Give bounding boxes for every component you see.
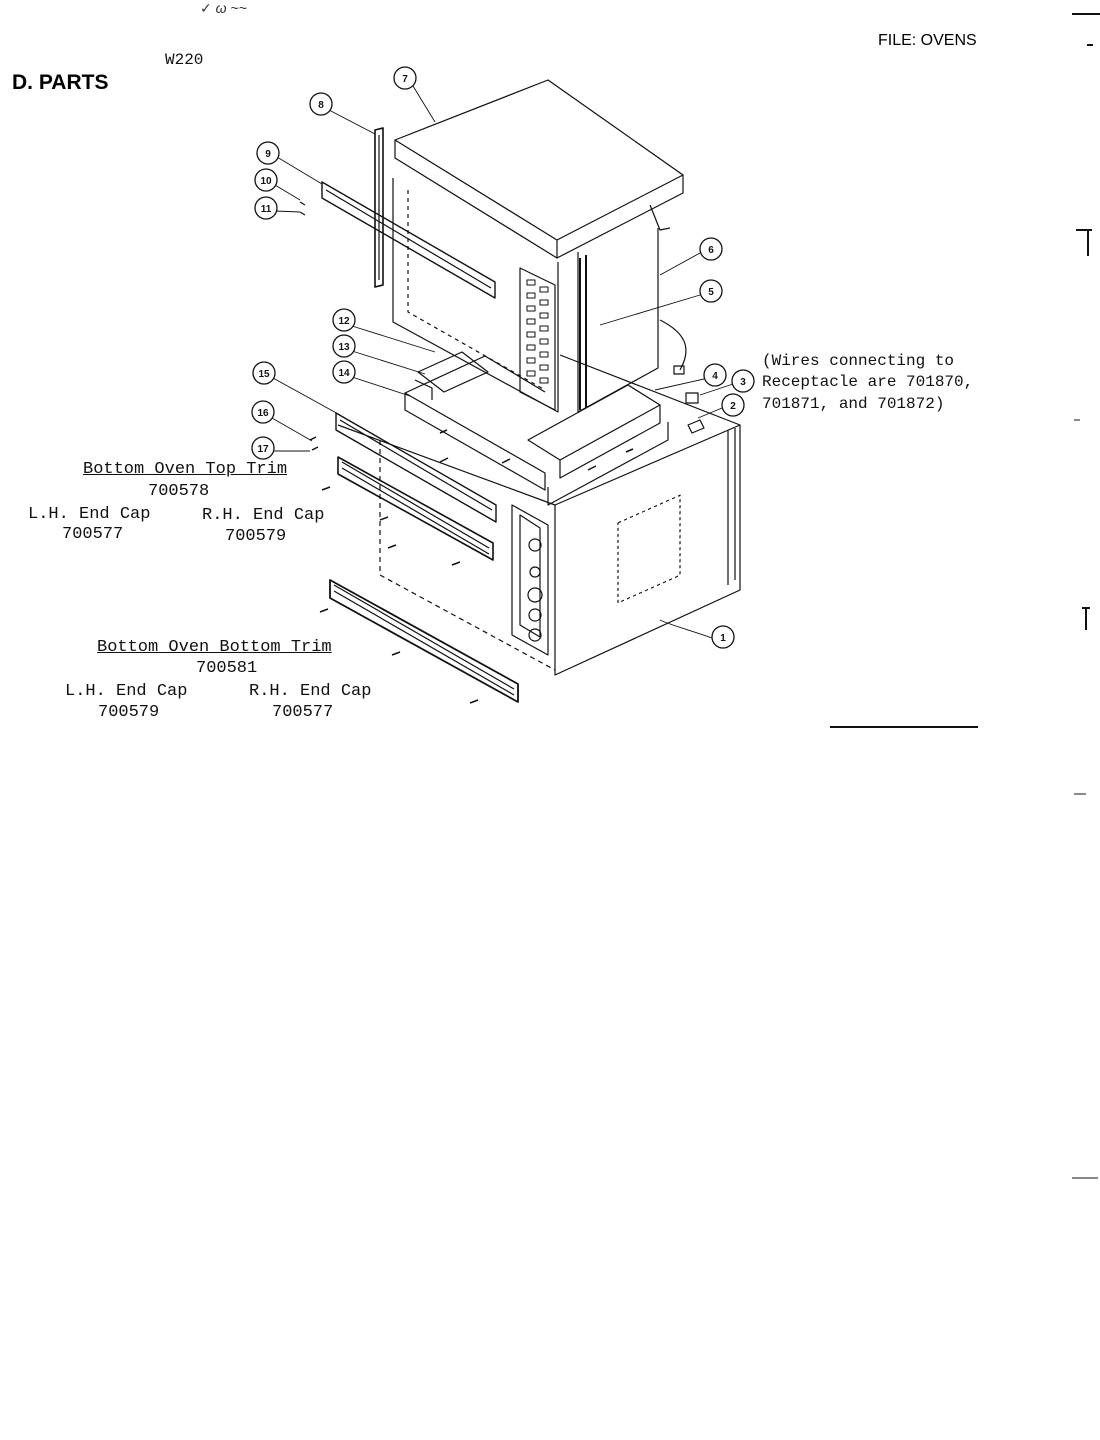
callout-9 — [257, 142, 279, 164]
callout-4 — [704, 364, 726, 386]
upper-oven-body — [393, 178, 558, 412]
model-number: W220 — [165, 51, 204, 69]
top-trim-rh-endcap-part: 700579 — [225, 527, 287, 546]
bottom-trim-rh-endcap-part: 700577 — [272, 703, 334, 722]
callout-13 — [333, 335, 355, 357]
lower-oven-control-panel — [512, 505, 548, 655]
bottom-trim-part-number: 700581 — [196, 659, 258, 678]
svg-text:9: 9 — [265, 149, 271, 160]
svg-text:2: 2 — [730, 401, 736, 412]
bottom-trim-lh-endcap-label: L.H. End Cap — [65, 682, 188, 701]
callout-15 — [253, 362, 275, 384]
vertical-trim-strip — [580, 255, 586, 410]
top-trim-lh-endcap-part: 700577 — [62, 525, 124, 544]
top-trim-rh-endcap-label: R.H. End Cap — [202, 506, 325, 525]
svg-text:3: 3 — [740, 377, 746, 388]
svg-text:17: 17 — [257, 444, 269, 455]
callout-12 — [333, 309, 355, 331]
top-trim-lh-endcap-label: L.H. End Cap — [28, 505, 151, 524]
upper-oven-control-panel — [520, 268, 555, 410]
scribble-mark: ✓ ω ~~ — [200, 0, 247, 16]
svg-text:15: 15 — [258, 369, 270, 380]
callout-2 — [722, 394, 744, 416]
bottom-trim-lh-endcap-part: 700579 — [98, 703, 160, 722]
svg-text:16: 16 — [257, 408, 269, 419]
upper-oven-top-panel — [395, 80, 683, 240]
callout-3 — [732, 370, 754, 392]
section-title: D. PARTS — [12, 71, 109, 94]
svg-text:5: 5 — [708, 287, 714, 298]
wire-note-line-1: (Wires connecting to — [762, 352, 955, 370]
callout-7 — [394, 67, 416, 89]
callout-8 — [310, 93, 332, 115]
lower-oven-top-edge — [338, 355, 740, 505]
top-trim-part-number: 700578 — [148, 482, 210, 501]
svg-text:12: 12 — [338, 316, 350, 327]
receptacle-connector — [686, 393, 698, 403]
top-trim-title: Bottom Oven Top Trim — [83, 460, 288, 479]
svg-text:6: 6 — [708, 245, 714, 256]
right-mount-bracket — [528, 385, 660, 460]
svg-text:14: 14 — [338, 368, 350, 379]
svg-text:13: 13 — [338, 342, 350, 353]
callout-6 — [700, 238, 722, 260]
svg-text:11: 11 — [260, 204, 272, 215]
wire-note-line-2: Receptacle are 701870, — [762, 373, 974, 391]
svg-text:7: 7 — [402, 74, 408, 85]
svg-text:1: 1 — [720, 633, 726, 644]
callout-5 — [700, 280, 722, 302]
file-label: FILE: OVENS — [878, 32, 977, 49]
callout-17 — [252, 437, 274, 459]
wire-note-line-3: 701871, and 701872) — [762, 395, 945, 413]
scan-edge-marks — [1072, 14, 1100, 1178]
svg-text:8: 8 — [318, 100, 324, 111]
svg-text:4: 4 — [712, 371, 718, 382]
callout-14 — [333, 361, 355, 383]
svg-text:10: 10 — [260, 176, 272, 187]
callout-10 — [255, 169, 277, 191]
bottom-trim-title: Bottom Oven Bottom Trim — [97, 638, 332, 657]
bottom-oven-grille — [338, 457, 493, 560]
callout-11 — [255, 197, 277, 219]
callout-1 — [712, 626, 734, 648]
bottom-trim-rh-endcap-label: R.H. End Cap — [249, 682, 372, 701]
callout-16 — [252, 401, 274, 423]
